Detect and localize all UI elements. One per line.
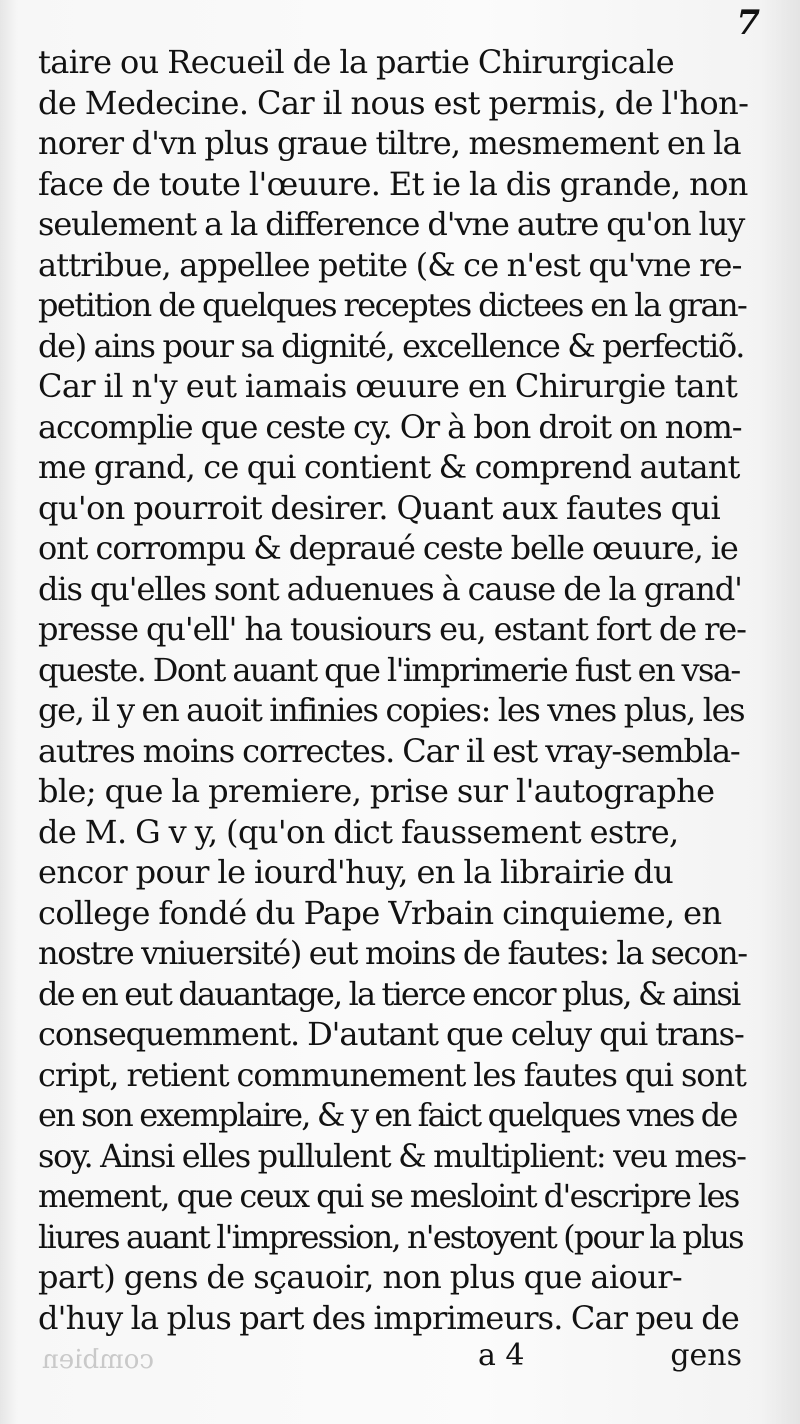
text-line: college fondé du Pape Vrbain cinquieme, en [38, 893, 722, 932]
text-line: Car il n'y eut iamais œuure en Chirurgie tant [38, 367, 738, 405]
text-line: ge, il y en auoit infinies copies: les vnes plus, les [38, 691, 745, 729]
text-line: qu'on pourroit desirer. Quant aux fautes qui [38, 488, 721, 527]
text-line: taire ou Recueil de la partie Chirurgicale [38, 43, 675, 81]
text-line: part) gens de sçauoir, non plus que aiour- [38, 1258, 683, 1296]
catchword: gens [670, 1338, 742, 1373]
text-line: face de toute l'œuure. Et ie la dis grande, non [38, 164, 748, 203]
text-line: consequemment. D'autant que celuy qui trans- [38, 1015, 744, 1053]
text-line: attribue, appellee petite (& ce n'est qu'vne re- [38, 245, 742, 284]
text-line: de) ains pour sa dignité, excellence & perfectiõ. [38, 326, 745, 365]
bleed-through-text: combien [42, 1345, 154, 1375]
text-line: dis qu'elles sont aduenues à cause de la grand' [38, 569, 742, 608]
text-line: accomplie que ceste cy. Or à bon droit on nom- [38, 407, 742, 446]
text-line: presse qu'ell' ha tousiours eu, estant fort de re- [38, 610, 746, 648]
text-line: d'huy la plus part des imprimeurs. Car peu de [38, 1298, 740, 1337]
text-line: en son exemplaire, & y en faict quelques vnes de [38, 1096, 737, 1134]
text-line: cript, retient communement les fautes qui sont [38, 1055, 746, 1094]
text-line: de M. G v y, (qu'on dict faussement estre, [38, 812, 679, 851]
text-line: petition de quelques receptes dictees en la gran- [38, 286, 747, 324]
page-number: 7 [736, 3, 760, 43]
text-line: nostre vniuersité) eut moins de fautes: la secon- [38, 934, 747, 972]
text-line: norer d'vn plus graue tiltre, mesmement en la [38, 124, 741, 162]
text-line: encor pour le iourd'huy, en la librairie du [38, 853, 674, 891]
body-text [38, 42, 748, 1338]
text-line: mement, que ceux qui se mesloint d'escripre les [38, 1177, 739, 1215]
text-line: de Medecine. Car il nous est permis, de l'hon- [38, 83, 748, 122]
text-line: ont corrompu & depraué ceste belle œuure, ie [38, 529, 738, 567]
signature-mark: a 4 [478, 1338, 525, 1373]
text-line: me grand, ce qui contient & comprend autant [38, 448, 740, 486]
text-line: liures auant l'impression, n'estoyent (pour la plus [38, 1217, 743, 1256]
text-line: de en eut dauantage, la tierce encor plus, & ainsi [38, 974, 740, 1013]
text-line: soy. Ainsi elles pullulent & multiplient: veu mes- [38, 1136, 746, 1175]
text-line: seulement a la difference d'vne autre qu'on luy [38, 205, 745, 243]
text-line: queste. Dont auant que l'imprimerie fust en vsa- [38, 650, 740, 689]
text-line: ble; que la premiere, prise sur l'autographe [38, 772, 715, 810]
text-line: autres moins correctes. Car il est vray-sembla- [38, 731, 740, 770]
